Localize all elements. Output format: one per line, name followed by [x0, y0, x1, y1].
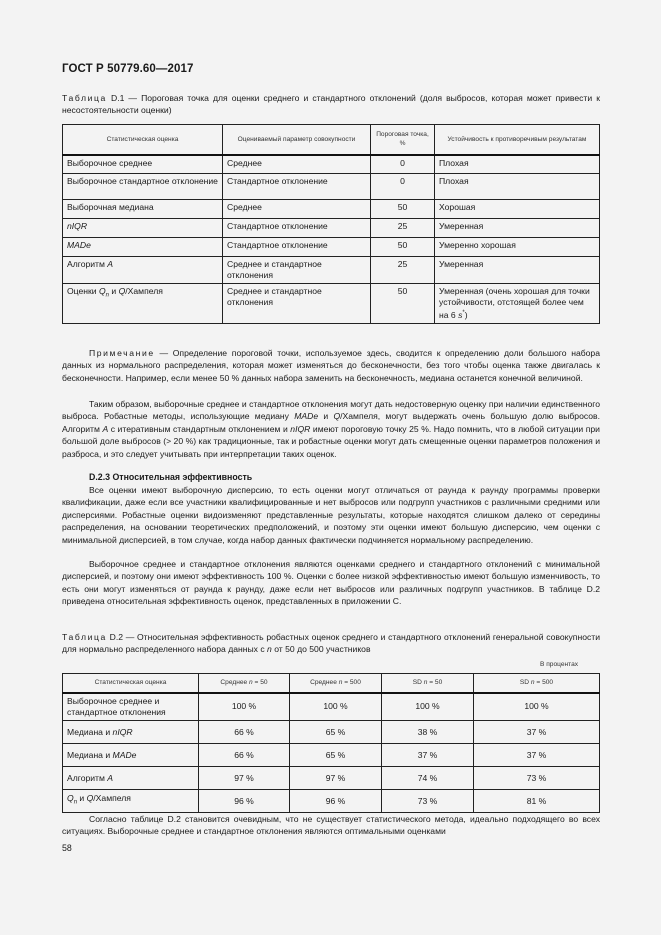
text-italic: nIQR [290, 423, 311, 434]
cell-parameter: Стандартное отклонение [223, 238, 371, 257]
paragraph-conclusion [62, 813, 600, 838]
table-row [63, 200, 600, 219]
cell-value: 65 % [290, 744, 382, 767]
table2-caption [62, 632, 600, 656]
note-text: — Определение пороговой точки, используемое здесь, сводится к определению доли большого набора данных из нормального распределения, которая может изменяться до бесконечности, без того чтобы оценка также двигалась к бесконечности. Например, если менее 50 % данных набора заменить на бесконечность, медиана останется конечной величиной. [62, 348, 600, 383]
col-header-breakdown: Пороговая точка, % [371, 125, 435, 155]
col-header-sd-50 [382, 674, 474, 693]
cell-estimator: Выборочная медиана [63, 200, 223, 219]
text: Алгоритм [67, 772, 108, 783]
text: Согласно таблице D.2 становится очевидным, что не существует статистического метода, идеально подходящего во всех ситуациях. Выборочные среднее и стандартное отклонения являются оптимальными оценками [62, 814, 600, 837]
cell-estimator [63, 257, 223, 284]
text-italic: Q [98, 286, 106, 296]
cell-robustness [435, 284, 600, 324]
paragraph-variance [62, 484, 600, 546]
document-header: ГОСТ Р 50779.60—2017 [62, 63, 194, 75]
table-row [63, 174, 600, 200]
table2-label: Таблица [62, 632, 107, 642]
cell-value: 96 % [290, 790, 382, 813]
cell-breakdown: 25 [371, 219, 435, 238]
text: = 500 [342, 679, 361, 686]
text: Среднее [310, 679, 339, 686]
text: Алгоритм [67, 259, 108, 269]
paragraph-robust-methods [62, 398, 600, 460]
cell-estimator: nIQR [63, 219, 223, 238]
cell-estimator [63, 284, 223, 324]
cell-estimator: MADe [63, 238, 223, 257]
text-italic: MADe [294, 411, 319, 422]
text-italic: n [530, 679, 535, 686]
units-label: В процентах [540, 661, 579, 668]
cell-value: 73 % [474, 767, 600, 790]
text: /Хампеля, могут выдержать очень большую долю выбросов. Алгоритм [62, 411, 600, 434]
col-header-mean-500 [290, 674, 382, 693]
cell-parameter: Среднее и стандартное отклонения [223, 284, 371, 324]
cell-value: 38 % [382, 721, 474, 744]
cell-parameter: Стандартное отклонение [223, 174, 371, 200]
col-header-estimator: Статистическая оценка [63, 125, 223, 155]
cell-parameter: Стандартное отклонение [223, 219, 371, 238]
cell-value: 97 % [199, 767, 290, 790]
cell-estimator [63, 721, 199, 744]
table-row [63, 155, 600, 174]
cell-robustness: Умеренно хорошая [435, 238, 600, 257]
cell-breakdown: 25 [371, 257, 435, 284]
subscript: n [73, 799, 78, 806]
note-label: Примечание [89, 348, 155, 358]
cell-estimator [63, 744, 199, 767]
cell-value: 100 % [474, 693, 600, 721]
text-italic: Q [333, 411, 341, 422]
cell-estimator: Выборочное среднее и стандартное отклонения [63, 693, 199, 721]
table1-label: Таблица [62, 93, 107, 103]
table-breakdown-points [62, 124, 600, 324]
text-italic: nIQR [112, 726, 133, 737]
page-number: 58 [62, 843, 72, 853]
text-italic: A [102, 423, 109, 434]
col-header-robustness: Устойчивость к противоречивым результатам [435, 125, 600, 155]
cell-value: 37 % [474, 744, 600, 767]
cell-parameter: Среднее [223, 155, 371, 174]
text: = 50 [427, 679, 443, 686]
text: Медиана и [67, 749, 113, 760]
cell-value: 65 % [290, 721, 382, 744]
text: Медиана и [67, 726, 113, 737]
cell-value: 96 % [199, 790, 290, 813]
cell-robustness: Плохая [435, 174, 600, 200]
table-header-row [63, 125, 600, 155]
cell-value: 97 % [290, 767, 382, 790]
cell-robustness: Умеренная [435, 257, 600, 284]
text: от 50 до 500 участников [271, 643, 371, 654]
cell-value: 66 % [199, 744, 290, 767]
table-row [63, 744, 600, 767]
text: Умеренная (очень хорошая для точки устойчивости, отстоящей более чем на 6 [439, 286, 590, 320]
text: SD [519, 679, 531, 686]
table-row [63, 693, 600, 721]
cell-value: 100 % [199, 693, 290, 721]
col-header-parameter: Оцениваемый параметр совокупности [223, 125, 371, 155]
cell-robustness: Умеренная [435, 219, 600, 238]
text-italic: n [423, 679, 428, 686]
cell-value: 73 % [382, 790, 474, 813]
text-italic: Q [67, 793, 74, 804]
cell-value: 100 % [382, 693, 474, 721]
cell-estimator [63, 790, 199, 813]
table1-caption-text: D.1 — Пороговая точка для оценки среднего и стандартного отклонений (доля выбросов, которая может привести к несостоятельности оценки) [62, 93, 600, 115]
cell-estimator: Выборочное стандартное отклонение [63, 174, 223, 200]
table-row [63, 219, 600, 238]
text-italic: Q [86, 793, 94, 804]
text: Статистическая оценка [94, 679, 167, 686]
note-paragraph [62, 347, 600, 384]
table-header-row [63, 674, 600, 693]
cell-estimator: Выборочное среднее [63, 155, 223, 174]
section-title: D.2.3 Относительная эффективность [89, 472, 253, 482]
cell-value: 37 % [474, 721, 600, 744]
text: Среднее [220, 679, 250, 686]
col-header-sd-500 [474, 674, 600, 693]
cell-value: 74 % [382, 767, 474, 790]
text: и [109, 286, 119, 296]
cell-breakdown: 50 [371, 238, 435, 257]
col-header-mean-50 [199, 674, 290, 693]
text: /Хампеля [93, 793, 131, 804]
table-row [63, 767, 600, 790]
table1-caption [62, 93, 600, 117]
text: и [77, 793, 87, 804]
text: = 500 [534, 679, 554, 686]
text-italic: n [249, 679, 253, 686]
table-relative-efficiency [62, 673, 600, 813]
table-row [63, 284, 600, 324]
table-row [63, 257, 600, 284]
text: Таким образом, выборочные среднее и стандартное отклонения могут дать недостоверную оценку при наличии единственного выброса. Робастные методы, использующие медиану [62, 399, 600, 422]
text: Выборочное среднее и стандартное отклонения являются оценками среднего и стандартного отклонений с минимальной дисперсией, и поэтому они имеют эффективность 100 %. Оценки с более низкой эффективностью имеют большую изменчивость, то есть они могут изменяться от раунда к раунду, даже если нет выбросов или различных подгрупп участников. В таблице D.2 приведена относительная эффективность оценок, представленных в приложении С. [62, 559, 600, 607]
cell-value: 100 % [290, 693, 382, 721]
cell-breakdown: 0 [371, 174, 435, 200]
paragraph-efficiency [62, 558, 600, 608]
text: SD [412, 679, 424, 686]
text-italic: n [338, 679, 343, 686]
table-row [63, 721, 600, 744]
text: /Хампеля [125, 286, 163, 296]
text-italic: A [107, 259, 114, 269]
text: Оценки [67, 286, 99, 296]
text: имеют пороговую точку 25 %. Надо помнить, что в любой ситуации при большой доле выбросов (> 20 %) как традиционные, так и робастные оценки могут дать смещенные оценки параметров положения и разброса, и это следует учитывать при интерпретации таких оценок. [62, 423, 600, 459]
text-italic: A [107, 772, 114, 783]
text: и [318, 411, 334, 422]
text: = 50 [252, 679, 268, 686]
subscript: n [105, 292, 110, 299]
cell-breakdown: 50 [371, 200, 435, 219]
cell-parameter: Среднее [223, 200, 371, 219]
text: с итеративным стандартным отклонением и [108, 423, 291, 434]
text: Все оценки имеют выборочную дисперсию, то есть оценки могут отличаться от раунда к раунду программы проверки квалификации, даже если все участники квалифицированные и нет выбросов или подгрупп участников с различными средними или дисперсиями. Робастные оценки видоизменяют представленные результаты, которые находятся слишком далеко от середины распределения, на основании теоретических предположений, и поэтому эти оценки имеют большую дисперсию, чем оценки с минимальной дисперсией, в том случае, когда набор данных фактически подчиняется нормальному распределению. [62, 485, 600, 545]
cell-breakdown: 0 [371, 155, 435, 174]
cell-parameter: Среднее и стандартное отклонения [223, 257, 371, 284]
text-italic: MADe [112, 749, 137, 760]
cell-robustness: Хорошая [435, 200, 600, 219]
cell-value: 66 % [199, 721, 290, 744]
text-italic: s [458, 309, 463, 320]
cell-breakdown: 50 [371, 284, 435, 324]
cell-robustness: Плохая [435, 155, 600, 174]
cell-estimator [63, 767, 199, 790]
text-italic: n [267, 643, 272, 654]
text-italic: Q [118, 286, 126, 296]
text: D.2 — Относительная эффективность робастных оценок среднего и стандартного отклонений генеральной совокупности для нормально распределенного набора данных с [62, 632, 601, 654]
text: ) [464, 309, 468, 320]
superscript: * [462, 310, 465, 316]
cell-value: 37 % [382, 744, 474, 767]
cell-value: 81 % [474, 790, 600, 813]
table-row [63, 238, 600, 257]
table-row [63, 790, 600, 813]
col-header-estimator [63, 674, 199, 693]
